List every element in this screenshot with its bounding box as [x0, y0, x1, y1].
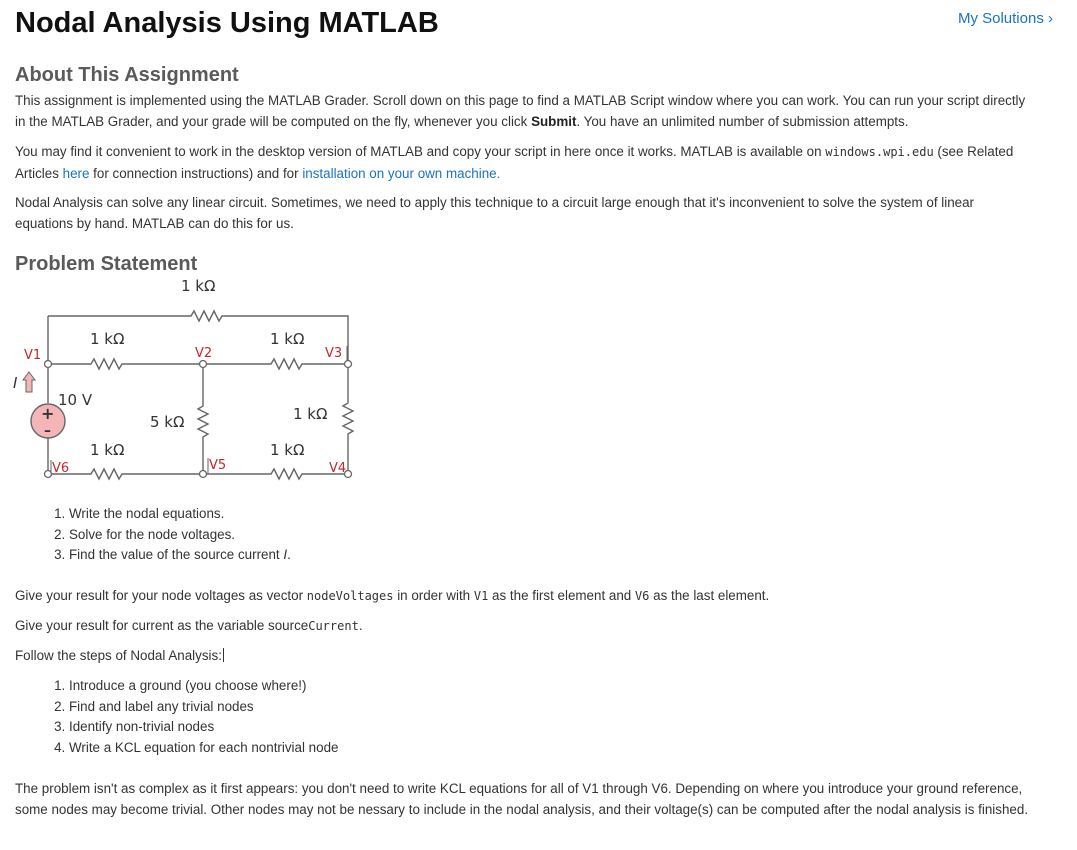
code-v6: V6 [634, 589, 650, 603]
about-paragraph-1 [15, 90, 1035, 132]
text: . [287, 547, 291, 562]
give-current-paragraph [15, 615, 1035, 637]
resistor-v6-v5 [48, 469, 203, 479]
current-symbol: I [283, 547, 288, 562]
resistor-v2-v5 [198, 364, 208, 474]
current-label: I [13, 374, 18, 392]
give-voltages-paragraph [15, 585, 1035, 607]
current-arrow-icon [23, 372, 35, 392]
nodal-steps-list [51, 676, 338, 758]
my-solutions-link[interactable]: My Solutions › [957, 10, 1053, 27]
text-cursor [223, 648, 224, 662]
code-v1: V1 [473, 589, 489, 603]
list-item: 4. Write a KCL equation for each nontrivial node [69, 738, 338, 759]
follow-steps-paragraph [15, 645, 1035, 666]
problem-steps-list [51, 504, 291, 566]
text: in order with [393, 588, 474, 603]
problem-heading: Problem Statement [15, 253, 198, 275]
text: as the first element and [488, 588, 635, 603]
about-paragraph-3: Nodal Analysis can solve any linear circuit. Sometimes, we need to apply this technique to a circuit large enough that it's inconvenient to solve the system of linear equations by hand. MATLAB can do this for us. [15, 195, 975, 231]
resistor-v1-v2 [48, 359, 203, 369]
code-current: Current [308, 619, 359, 633]
closing-paragraph: The problem isn't as complex as it first appears: you don't need to write KCL equations for all of V1 through V6. Depending on where you introduce your ground reference, some nodes may become trivial. Other nodes may not be nessary to include in the nodal analysis, and their voltage(s) can be computed after the nodal analysis is finished. [15, 781, 1029, 817]
text: . [358, 618, 363, 633]
text: . You have an unlimited number of submission attempts. [576, 114, 909, 129]
text: Give your result for current as the variable source [15, 618, 309, 633]
code-node-voltages: nodeVoltages [306, 589, 394, 603]
resistor-top-label: 1 kΩ [181, 277, 216, 295]
node-v2-dot [200, 361, 207, 368]
source-minus: – [44, 423, 51, 439]
about-paragraph-2 [15, 141, 1035, 184]
resistor-v1-v2-label: 1 kΩ [90, 330, 125, 348]
text: Give your result for your node voltages as vector [15, 588, 307, 603]
submit-emphasis: Submit [531, 114, 577, 129]
text: Find the value of the source current [69, 547, 284, 562]
text: Follow the steps of Nodal Analysis: [15, 648, 222, 663]
text: as the last element. [649, 588, 770, 603]
node-v3-dot [345, 361, 352, 368]
resistor-v2-v5-label: 5 kΩ [150, 413, 185, 431]
windows-host-code: windows.wpi.edu [825, 145, 934, 159]
node-v6-dot [45, 471, 52, 478]
list-item: 2. Solve for the node voltages. [69, 525, 291, 546]
resistor-v3-v4 [343, 364, 353, 474]
node-label-v5: V5 [209, 458, 227, 473]
resistor-v3-v4-label: 1 kΩ [293, 405, 328, 423]
resistor-v5-v4-label: 1 kΩ [270, 441, 305, 459]
here-link[interactable]: here [62, 166, 90, 181]
installation-link[interactable]: installation on your own machine. [302, 166, 501, 181]
list-item: 2. Find and label any trivial nodes [69, 697, 338, 718]
node-v1-dot [45, 361, 52, 368]
node-label-v6: V6 [52, 461, 70, 476]
source-voltage-label: 10 V [58, 391, 93, 409]
node-label-v3: V3 [325, 346, 343, 361]
list-item: 1. Write the nodal equations. [69, 504, 291, 525]
text: This assignment is implemented using the MATLAB Grader. Scroll down on this page to find a MATLAB Script window where you can work. You can run your script directly in the MATLAB Grader, and your grade will be computed on the fly, whenever you click [15, 93, 1026, 129]
resistor-v6-v5-label: 1 kΩ [90, 441, 125, 459]
page-title: Nodal Analysis Using MATLAB [15, 7, 439, 39]
resistor-v2-v3-label: 1 kΩ [270, 330, 305, 348]
node-label-v1: V1 [24, 348, 42, 363]
node-v5-dot [200, 471, 207, 478]
source-plus: + [41, 404, 55, 423]
list-item [69, 545, 291, 566]
text: (see Related Articles [15, 144, 1014, 181]
text: You may find it convenient to work in the desktop version of MATLAB and copy your script in here once it works. MATLAB is available on [15, 144, 826, 159]
node-label-v2: V2 [195, 346, 213, 361]
text: for connection instructions) and for [89, 166, 303, 181]
about-heading: About This Assignment [15, 64, 239, 86]
list-item: 1. Introduce a ground (you choose where!) [69, 676, 338, 697]
list-item: 3. Identify non-trivial nodes [69, 717, 338, 738]
circuit-diagram [15, 275, 375, 495]
node-label-v4: V4 [329, 461, 347, 476]
